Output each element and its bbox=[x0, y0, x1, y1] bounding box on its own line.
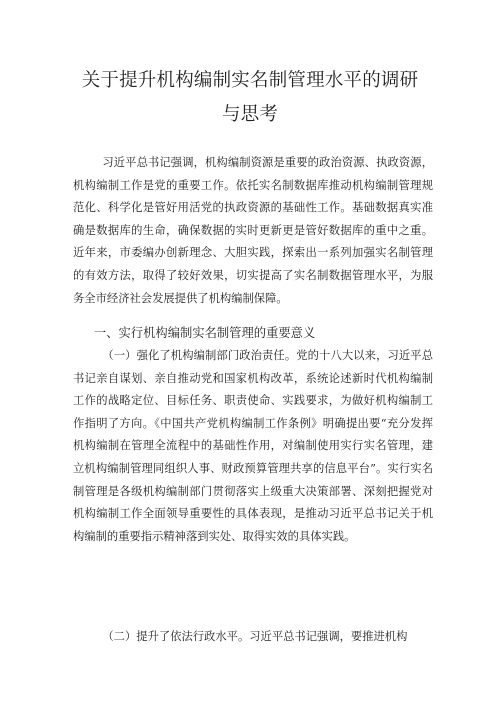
title-line-2: 与思考 bbox=[221, 104, 279, 125]
section-1-paragraph-1: （一）强化了机构编制部门政治责任。党的十八大以来，习近平总书记亲自谋划、亲自推动党和国家机构改革，系统论述新时代机构编制工作的战略定位、目标任务、职责使命、实践要求，为做好机构编制工作指明了方向。《中国共产党机构编制工作条例》明确提出要“充分发挥机构编制在管理全流程中的基础性作用，对编制使用实行实名管理，建立机构编制管理同组织人事、财政预算管理共享的信息平台”。实行实名制管理是各级机构编制部门贯彻落实上级重大决策部署、深刻把握党对机构编制工作全面领导重要性的具体表现，是推动习近平总书记关于机构编制的重要指示精神落到实处、取得实效的具体实践。 bbox=[73, 349, 433, 543]
document-title bbox=[60, 64, 440, 132]
section-heading-1: 一、实行机构编制实名制管理的重要意义 bbox=[93, 326, 316, 340]
intro-paragraph: 习近平总书记强调，机构编制资源是重要的政治资源、执政资源，机构编制工作是党的重要工作。依托实名制数据库推动机构编制管理规范化、科学化是管好用活党的执政资源的基础性工作。基础数据真实准确是数据库的生命，确保数据的实时更新更是管好数据库的重中之重。近年来，市委编办创新理念、大胆实践，探索出一系列加强实名制管理的有效方法，取得了较好效果，切实提高了实名制数据管理水平，为服务全市经济社会发展提供了机构编制保障。 bbox=[73, 156, 433, 305]
section-1-paragraph-2: （二）提升了依法行政水平。习近平总书记强调，要推进机构 bbox=[102, 630, 408, 643]
title-line-1: 关于提升机构编制实名制管理水平的调研 bbox=[81, 70, 419, 91]
